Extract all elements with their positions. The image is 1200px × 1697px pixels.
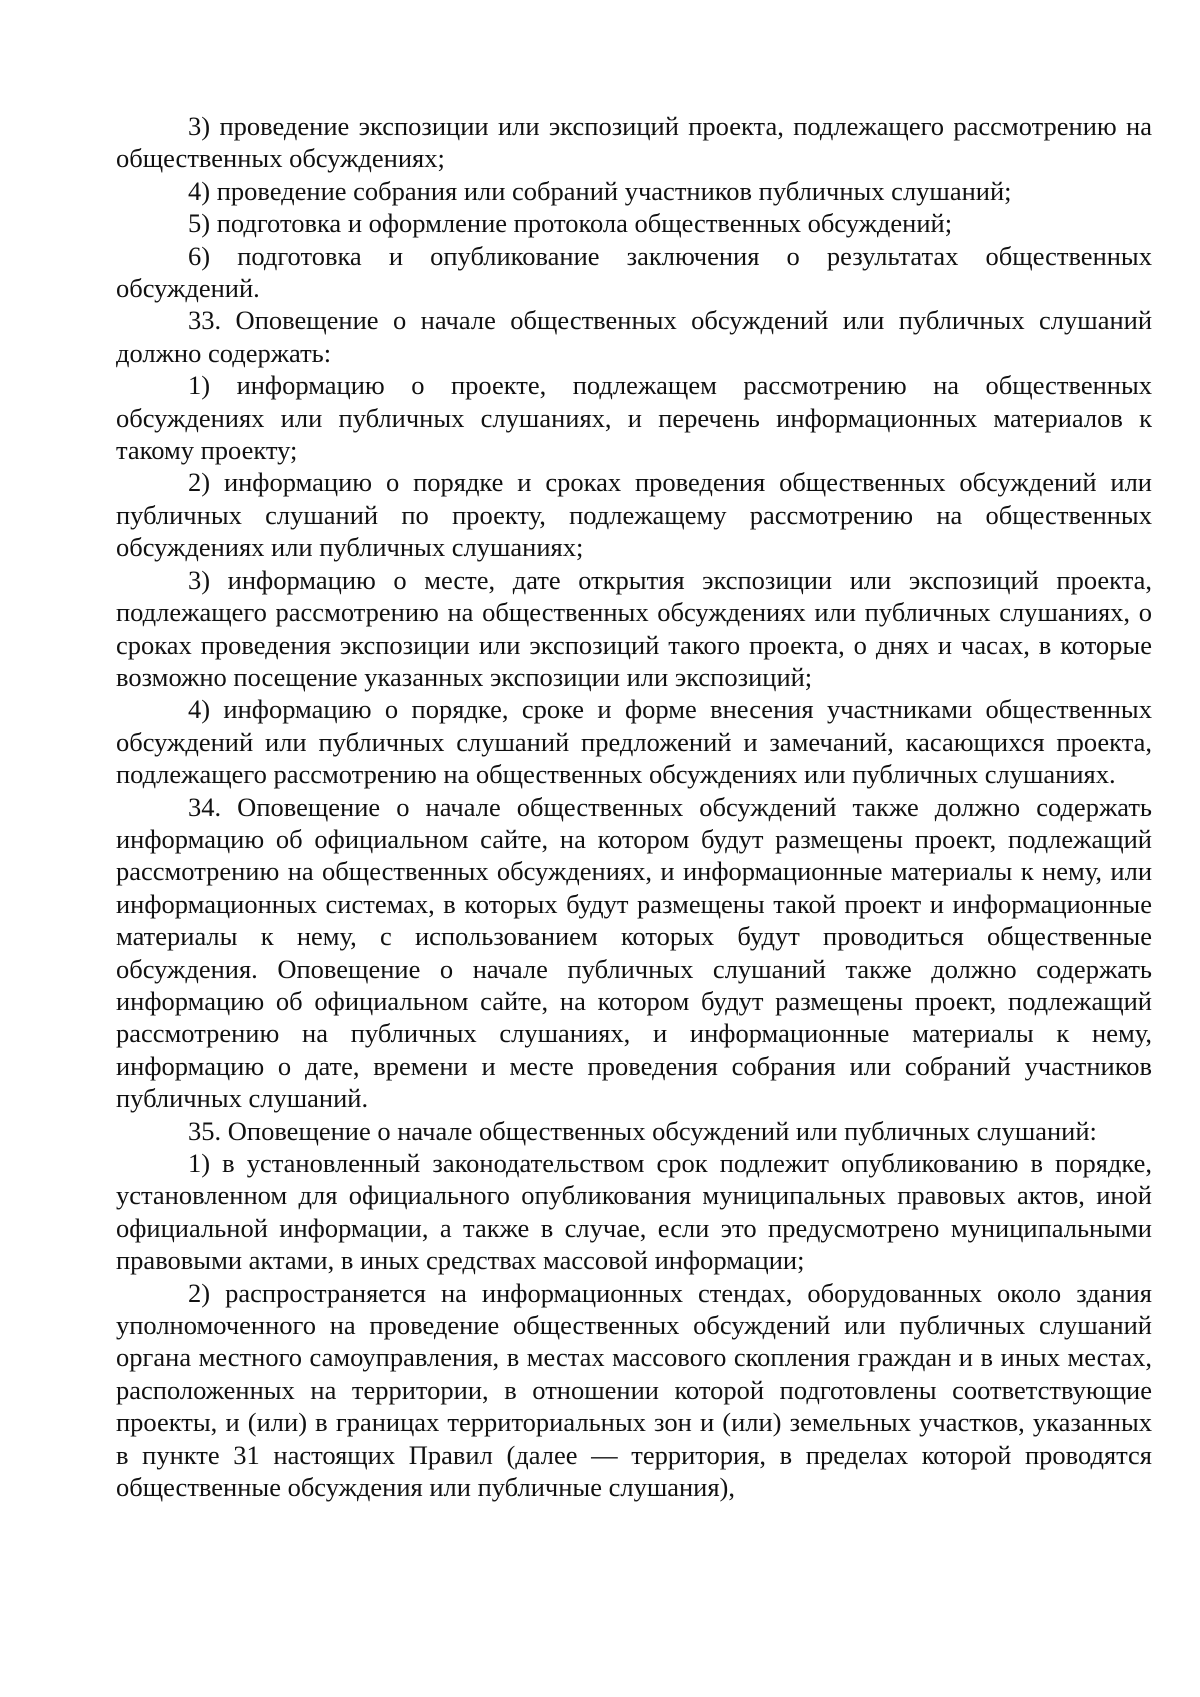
clause-33-item-4: 4) информацию о порядке, сроке и форме внесения участниками общественных обсуждений или публичных слушаний предложений и замечаний, касающихся проекта, подлежащего рассмотрению на общественных обсуждениях или публичных слушаниях. xyxy=(116,694,1152,790)
list-item-protocol: 5) подготовка и оформление протокола общественных обсуждений; xyxy=(188,208,953,239)
clause-33-item-1: 1) информацию о проекте, подлежащем рассмотрению на общественных обсуждениях или публичных слушаниях, и перечень информационных материалов к такому проекту; xyxy=(116,370,1152,466)
document-page xyxy=(116,110,1152,1503)
list-item-meeting: 4) проведение собрания или собраний участников публичных слушаний; xyxy=(188,175,1012,206)
list-item-exposition: 3) проведение экспозиции или экспозиций проекта, подлежащего рассмотрению на общественных обсуждениях; xyxy=(116,111,1152,174)
clause-33-item-3: 3) информацию о месте, дате открытия экспозиции или экспозиций проекта, подлежащего рассмотрению на общественных обсуждениях или публичных слушаниях, о сроках проведения экспозиции или экспозиций такого проекта, о днях и часах, в которые возможно посещение указанных экспозиции или экспозиций; xyxy=(116,564,1152,692)
clause-35: 35. Оповещение о начале общественных обсуждений или публичных слушаний: xyxy=(188,1115,1097,1146)
clause-35-item-1: 1) в установленный законодательством срок подлежит опубликованию в порядке, установленном для официального опубликования муниципальных правовых актов, иной официальной информации, а также в случае, если это предусмотрено муниципальными правовыми актами, в иных средствах массовой информации; xyxy=(116,1148,1152,1276)
list-item-conclusion: 6) подготовка и опубликование заключения о результатах общественных обсуждений. xyxy=(116,240,1152,304)
clause-34: 34. Оповещение о начале общественных обсуждений также должно содержать информацию об официальном сайте, на котором будут размещены проект, подлежащий рассмотрению на общественных обсуждениях, и информационные материалы к нему, или информационных системах, в которых будут размещены такой проект и информационные материалы к нему, с использованием которых будут проводиться общественные обсуждения. Оповещение о начале публичных слушаний также должно содержать информацию об официальном сайте, на котором будут размещены проект, подлежащий рассмотрению на публичных слушаниях, и информационные материалы к нему, информацию о дате, времени и месте проведения собрания или собраний участников публичных слушаний. xyxy=(116,791,1152,1114)
clause-35-item-2: 2) распространяется на информационных стендах, оборудованных около здания уполномоченного на проведение общественных обсуждений или публичных слушаний органа местного самоуправления, в местах массового скопления граждан и в иных местах, расположенных на территории, в отношении которой подготовлены соответствующие проекты, и (или) в границах территориальных зон и (или) земельных участков, указанных в пункте 31 настоящих Правил (далее — территория, в пределах которой проводятся общественные обсуждения или публичные слушания), xyxy=(116,1277,1152,1503)
clause-33: 33. Оповещение о начале общественных обсуждений или публичных слушаний должно содержать: xyxy=(116,305,1152,368)
clause-33-item-2: 2) информацию о порядке и сроках проведения общественных обсуждений или публичных слушаний по проекту, подлежащему рассмотрению на общественных обсуждениях или публичных слушаниях; xyxy=(116,467,1152,563)
